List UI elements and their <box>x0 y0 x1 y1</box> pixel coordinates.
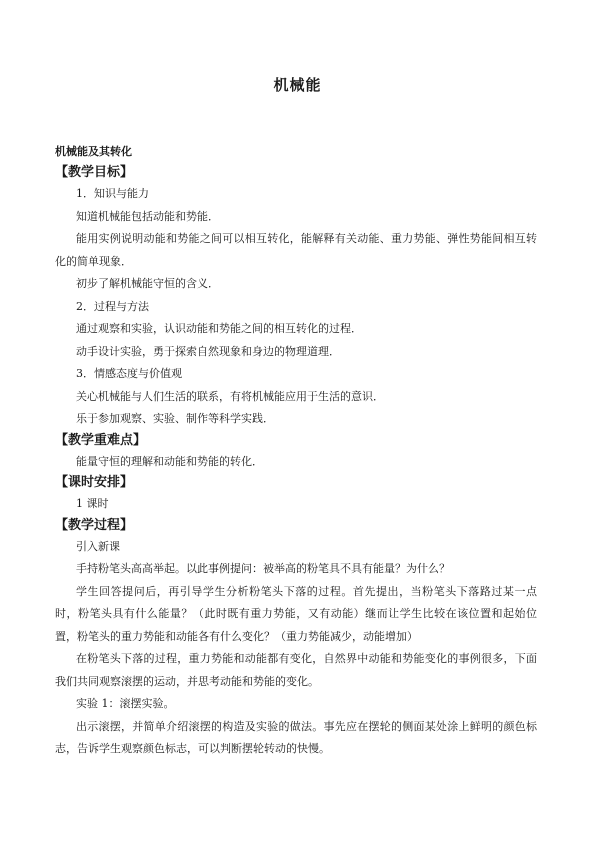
document-subtitle: 机械能及其转化 <box>55 145 132 158</box>
paragraph: 知道机械能包括动能和势能． <box>76 209 219 223</box>
paragraph: 关心机械能与人们生活的联系，有将机械能应用于生活的意识． <box>76 389 384 403</box>
section-heading-goals: 【教学目标】 <box>55 165 134 180</box>
paragraph: 在粉笔头下落的过程，重力势能和动能都有变化，自然界中动能和势能变化的事例很多，下面我们共同观察滚摆的运动，并思考动能和势能的变化。 <box>55 652 537 688</box>
paragraph: 实验 1：滚摆实验。 <box>76 697 175 710</box>
section-heading-schedule: 【课时安排】 <box>55 475 134 490</box>
paragraph: 通过观察和实验，认识动能和势能之间的相互转化的过程． <box>76 322 362 335</box>
paragraph: 动手设计实验，勇于探索自然现象和身边的物理道理． <box>76 344 340 358</box>
document-body <box>55 163 537 761</box>
paragraph: 能量守恒的理解和动能和势能的转化． <box>76 454 263 468</box>
paragraph: 手持粉笔头高高举起。以此事例提问：被举高的粉笔具不具有能量？为什么？ <box>76 562 450 575</box>
document-title: 机械能 <box>273 76 322 94</box>
paragraph: 乐于参加观察、实验、制作等科学实践． <box>76 412 274 425</box>
section-heading-process: 【教学过程】 <box>55 517 134 533</box>
paragraph: 3．情感态度与价值观 <box>76 367 182 380</box>
paragraph: 出示滚摆，并简单介绍滚摆的构造及实验的做法。事先应在摆轮的侧面某处涂上鲜明的颜色标志，告诉学生观察颜色标志，可以判断摆轮转动的快慢。 <box>55 719 537 755</box>
paragraph: 2．过程与方法 <box>76 299 149 313</box>
paragraph: 初步了解机械能守恒的含义． <box>76 277 219 290</box>
paragraph: 引入新课 <box>76 539 120 553</box>
paragraph: 1 课时 <box>76 497 109 510</box>
paragraph: 能用实例说明动能和势能之间可以相互转化，能解释有关动能、重力势能、弹性势能间相互转化的简单现象． <box>55 232 537 268</box>
paragraph: 学生回答提问后，再引导学生分析粉笔头下落的过程。首先提出，当粉笔头下落路过某一点时，粉笔头具有什么能量？（此时既有重力势能，又有动能）继而让学生比较在该位置和起始位置，粉笔头的重力势能和动能各有什么变化？（重力势能减少，动能增加） <box>55 584 537 643</box>
paragraph: 1．知识与能力 <box>76 187 149 200</box>
section-heading-key-points: 【教学重难点】 <box>55 432 147 448</box>
